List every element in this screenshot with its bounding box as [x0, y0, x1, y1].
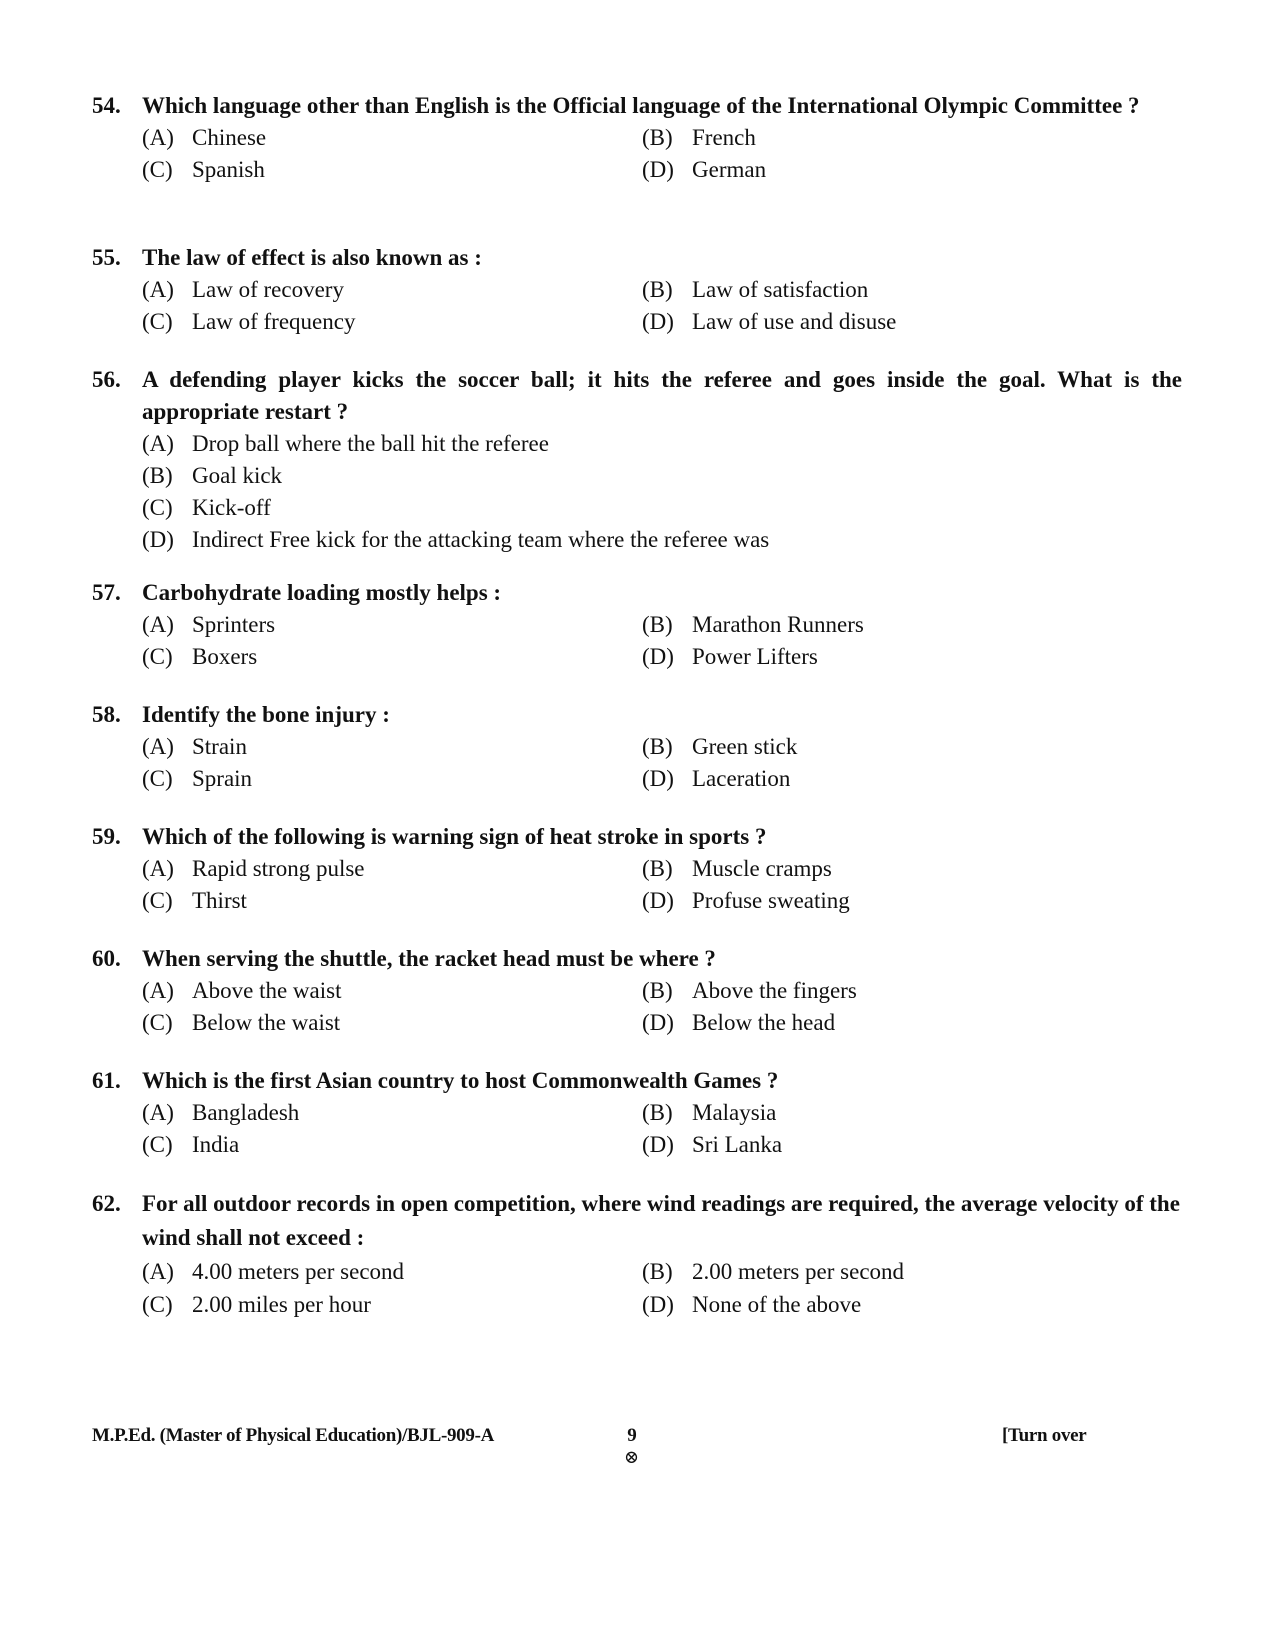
option-letter: (B) [142, 463, 173, 488]
option-a [142, 428, 1182, 460]
option-text: Thirst [192, 888, 247, 913]
option-text: Drop ball where the ball hit the referee [192, 431, 549, 456]
option-text: Malaysia [692, 1100, 777, 1125]
question-text: Identify the bone injury : [142, 702, 390, 727]
option-text: Below the head [692, 1010, 836, 1035]
option-d [642, 306, 1122, 338]
option-letter: (B) [642, 125, 673, 150]
option-text: Power Lifters [692, 644, 818, 669]
options-list [142, 274, 1182, 338]
option-text: Boxers [192, 644, 258, 669]
option-text: 2.00 miles per hour [192, 1292, 371, 1317]
circled-times-icon: ⊗ [624, 1447, 640, 1467]
question-text: Which is the first Asian country to host Commonwealth Games ? [142, 1068, 779, 1093]
options-list [142, 731, 1182, 795]
option-text: Kick-off [192, 495, 271, 520]
option-letter: (A) [142, 1100, 174, 1125]
option-letter: (D) [142, 527, 174, 552]
option-letter: (D) [642, 888, 674, 913]
option-b [642, 274, 1122, 306]
option-letter: (D) [642, 1010, 674, 1035]
option-letter: (D) [642, 309, 674, 334]
option-letter: (D) [642, 1292, 674, 1317]
question-60 [92, 943, 1182, 1039]
option-text: Indirect Free kick for the attacking team where the referee was [192, 527, 770, 552]
option-letter: (A) [142, 734, 174, 759]
question-number: 55. [92, 245, 121, 270]
option-c [142, 641, 642, 673]
option-d [642, 1007, 1122, 1039]
question-number: 54. [92, 93, 121, 118]
option-d [642, 763, 1122, 795]
turn-over-note: [Turn over [1002, 1425, 1087, 1446]
option-text: India [192, 1132, 240, 1157]
option-letter: (A) [142, 277, 174, 302]
option-a [142, 853, 642, 885]
option-text: Law of recovery [192, 277, 344, 302]
option-letter: (A) [142, 856, 174, 881]
option-letter: (C) [142, 1292, 173, 1317]
option-text: Sprinters [192, 612, 276, 637]
option-text: German [692, 157, 767, 182]
option-text: Above the fingers [692, 978, 857, 1003]
option-c [142, 306, 642, 338]
question-61 [92, 1065, 1182, 1161]
option-letter: (B) [642, 734, 673, 759]
option-text: None of the above [692, 1292, 862, 1317]
options-list [142, 853, 1182, 917]
question-55 [92, 242, 1182, 338]
option-letter: (C) [142, 309, 173, 334]
options-list [142, 1097, 1182, 1161]
option-text: Strain [192, 734, 247, 759]
option-c [142, 1129, 642, 1161]
question-number: 61. [92, 1068, 121, 1093]
question-56 [92, 364, 1182, 556]
question-number: 57. [92, 580, 121, 605]
option-letter: (C) [142, 157, 173, 182]
option-text: Sprain [192, 766, 253, 791]
option-text: Above the waist [192, 978, 342, 1003]
option-letter: (B) [642, 856, 673, 881]
option-text: 2.00 meters per second [692, 1259, 905, 1284]
option-a [142, 1097, 642, 1129]
option-letter: (A) [142, 431, 174, 456]
option-text: French [692, 125, 756, 150]
question-62 [92, 1187, 1182, 1321]
option-letter: (C) [142, 1132, 173, 1157]
question-59 [92, 821, 1182, 917]
option-text: Laceration [692, 766, 791, 791]
option-letter: (C) [142, 644, 173, 669]
question-text: When serving the shuttle, the racket head must be where ? [142, 946, 716, 971]
option-a [142, 975, 642, 1007]
option-a [142, 274, 642, 306]
option-letter: (B) [642, 1259, 673, 1284]
option-text: Muscle cramps [692, 856, 832, 881]
option-letter: (C) [142, 1010, 173, 1035]
option-letter: (C) [142, 766, 173, 791]
option-b [142, 460, 1182, 492]
question-number: 58. [92, 702, 121, 727]
options-list [142, 428, 1182, 556]
option-a [142, 609, 642, 641]
option-b [642, 731, 1122, 763]
option-d [642, 1288, 1122, 1321]
option-letter: (C) [142, 888, 173, 913]
option-b [642, 1097, 1122, 1129]
question-57 [92, 577, 1182, 673]
options-list [142, 609, 1182, 673]
option-text: Rapid strong pulse [192, 856, 365, 881]
option-b [642, 122, 1122, 154]
option-b [642, 853, 1122, 885]
option-letter: (D) [642, 766, 674, 791]
option-c [142, 885, 642, 917]
option-d [642, 641, 1122, 673]
option-letter: (B) [642, 1100, 673, 1125]
option-text: Goal kick [192, 463, 283, 488]
paper-code: M.P.Ed. (Master of Physical Education)/BJL-909-A [92, 1425, 495, 1446]
option-a [142, 122, 642, 154]
option-a [142, 731, 642, 763]
option-c [142, 492, 1182, 524]
option-text: Green stick [692, 734, 798, 759]
option-d [642, 154, 1122, 186]
option-letter: (B) [642, 612, 673, 637]
question-number: 60. [92, 946, 121, 971]
option-letter: (D) [642, 157, 674, 182]
option-letter: (D) [642, 1132, 674, 1157]
option-letter: (A) [142, 978, 174, 1003]
question-text: Which language other than English is the Official language of the International Olympic Committee ? [142, 93, 1140, 118]
option-text: Law of use and disuse [692, 309, 897, 334]
option-b [642, 609, 1122, 641]
question-text: A defending player kicks the soccer ball; it hits the referee and goes inside the goal. What is the appropriate restart ? [142, 367, 1182, 424]
option-letter: (B) [642, 277, 673, 302]
question-number: 56. [92, 367, 121, 392]
question-text: For all outdoor records in open competition, where wind readings are required, the average velocity of the wind shall not exceed : [142, 1191, 1180, 1250]
question-text: The law of effect is also known as : [142, 245, 482, 270]
question-text: Which of the following is warning sign of heat stroke in sports ? [142, 824, 767, 849]
option-letter: (A) [142, 612, 174, 637]
question-number: 62. [92, 1191, 121, 1216]
option-d [642, 1129, 1122, 1161]
option-b [642, 1255, 1122, 1288]
option-text: Marathon Runners [692, 612, 864, 637]
option-c [142, 763, 642, 795]
question-text: Carbohydrate loading mostly helps : [142, 580, 502, 605]
option-text: Bangladesh [192, 1100, 300, 1125]
option-letter: (D) [642, 644, 674, 669]
option-a [142, 1255, 642, 1288]
option-c [142, 154, 642, 186]
option-d [642, 885, 1122, 917]
option-letter: (B) [642, 978, 673, 1003]
option-text: Chinese [192, 125, 267, 150]
page-number: 9 [627, 1425, 637, 1446]
options-list [142, 975, 1182, 1039]
option-d [142, 524, 1182, 556]
option-text: Law of satisfaction [692, 277, 869, 302]
option-letter: (A) [142, 125, 174, 150]
option-letter: (A) [142, 1259, 174, 1284]
option-c [142, 1288, 642, 1321]
option-c [142, 1007, 642, 1039]
question-58 [92, 699, 1182, 795]
options-list [142, 122, 1182, 186]
options-list [142, 1255, 1182, 1321]
question-54 [92, 90, 1182, 186]
option-text: Profuse sweating [692, 888, 850, 913]
option-letter: (C) [142, 495, 173, 520]
option-text: Law of frequency [192, 309, 356, 334]
option-text: Spanish [192, 157, 265, 182]
option-b [642, 975, 1122, 1007]
option-text: Sri Lanka [692, 1132, 783, 1157]
option-text: Below the waist [192, 1010, 341, 1035]
option-text: 4.00 meters per second [192, 1259, 405, 1284]
question-number: 59. [92, 824, 121, 849]
